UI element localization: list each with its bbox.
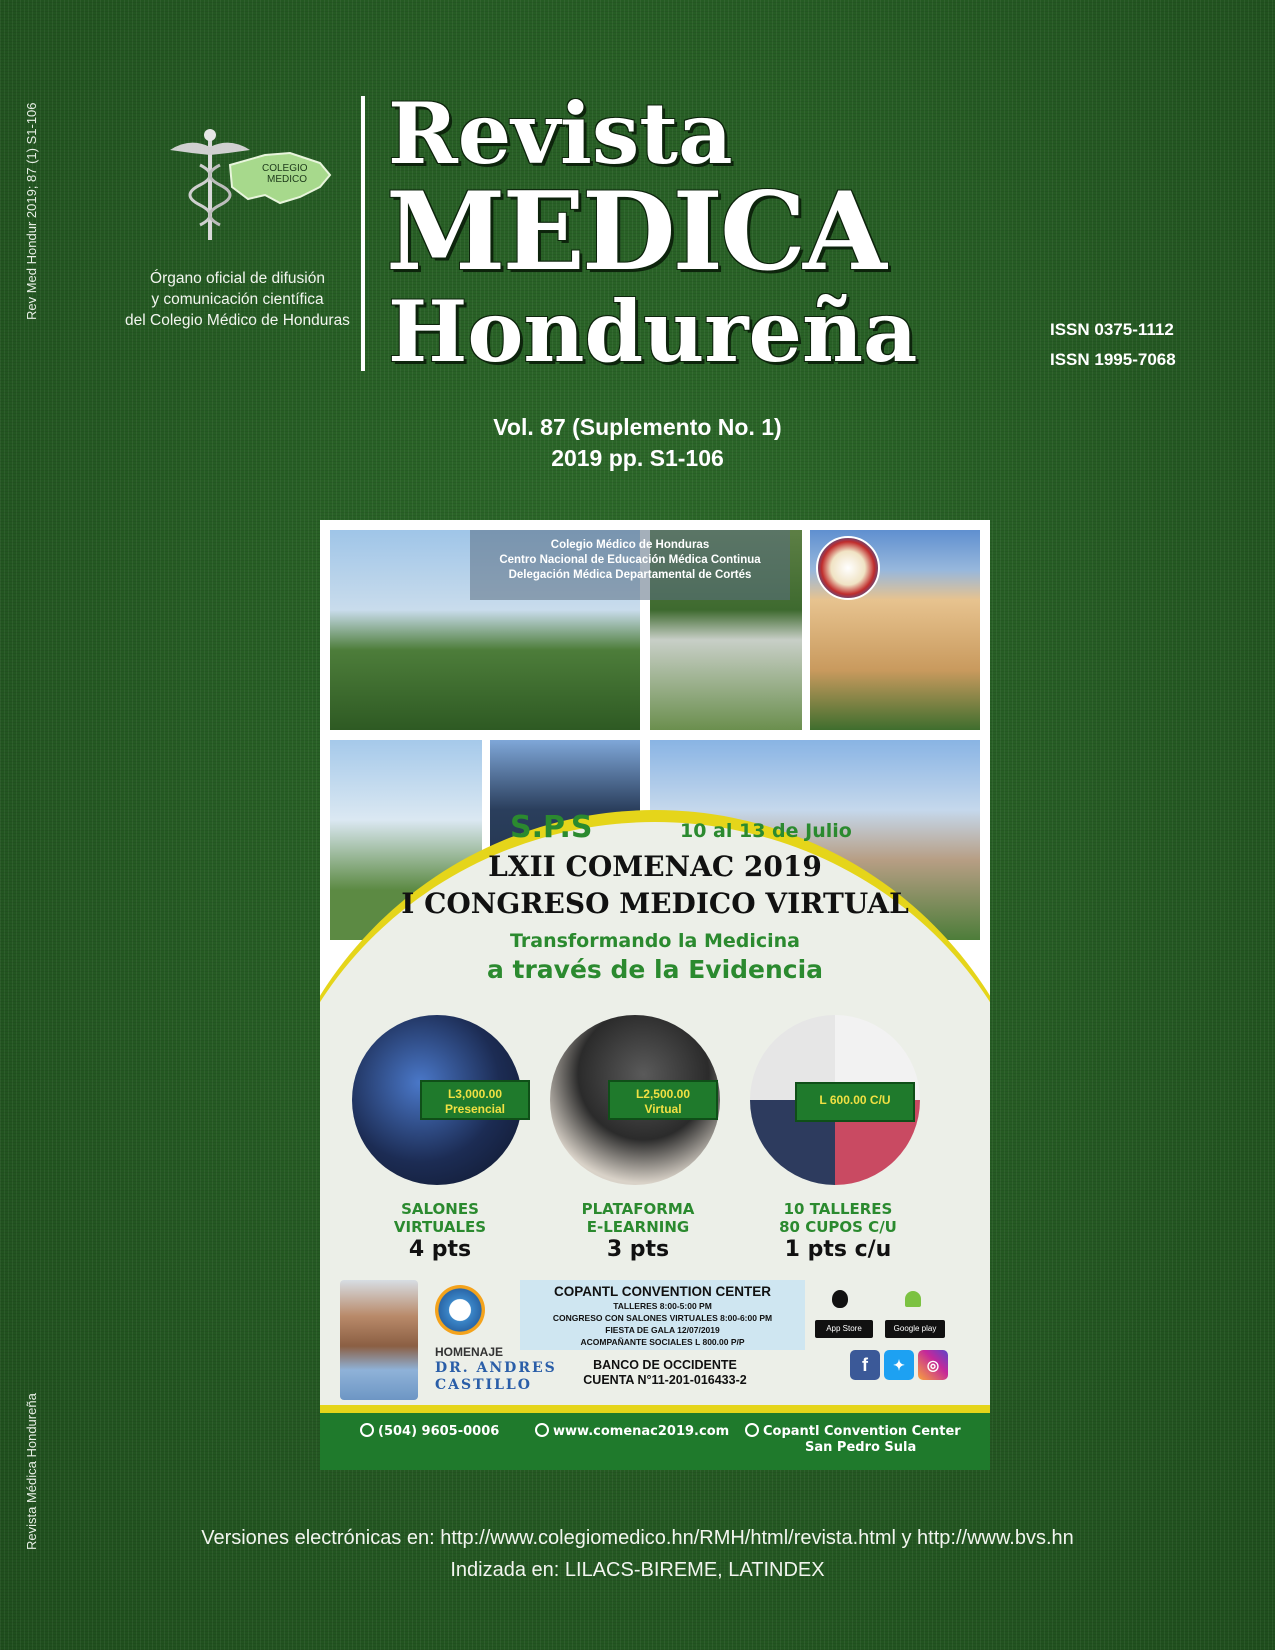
- price: L3,000.00: [447, 1087, 503, 1101]
- header-line: Centro Nacional de Educación Médica Continua: [499, 554, 761, 566]
- issn-print: ISSN 0375-1112: [1050, 320, 1174, 339]
- location-pin-icon: [745, 1423, 759, 1437]
- header-line: Colegio Médico de Honduras: [550, 539, 710, 551]
- masthead-hondurena: Hondureña: [388, 282, 918, 381]
- feature-points: 1 pts c/u: [784, 1237, 892, 1262]
- instagram-icon[interactable]: ◎: [918, 1350, 948, 1380]
- masthead-revista: Revista: [388, 84, 733, 183]
- location-venue: Copantl Convention Center: [763, 1424, 961, 1439]
- feature-workshops: [738, 1200, 938, 1264]
- app-store-badge[interactable]: App Store: [815, 1320, 873, 1338]
- tagline-line: del Colegio Médico de Honduras: [125, 312, 350, 329]
- tribute-label: HOMENAJE: [435, 1345, 504, 1359]
- caduceus-map-icon: [170, 125, 345, 255]
- feature-title: 80 CUPOS C/U: [779, 1218, 897, 1236]
- volume-info: [0, 412, 1275, 474]
- apple-icon: [832, 1290, 848, 1308]
- title-divider: [361, 96, 365, 371]
- bank-name: BANCO DE OCCIDENTE: [593, 1358, 737, 1372]
- colegio-medico-logo: [170, 125, 345, 255]
- twitter-icon[interactable]: ✦: [884, 1350, 914, 1380]
- venue-detail: TALLERES 8:00-5:00 PM: [613, 1301, 712, 1311]
- electronic-versions[interactable]: Versiones electrónicas en: http://www.colegiomedico.hn/RMH/html/revista.html y http://www.bvs.hn: [201, 1527, 1074, 1549]
- footer-stripe: [320, 1405, 990, 1413]
- feature-title: E-LEARNING: [586, 1218, 690, 1236]
- venue-box: [520, 1280, 805, 1350]
- feature-points: 4 pts: [408, 1237, 472, 1262]
- honoree-name: [435, 1360, 557, 1394]
- feature-title: PLATAFORMA: [581, 1200, 695, 1218]
- venue-detail: CONGRESO CON SALONES VIRTUALES 8:00-6:00 PM: [552, 1313, 773, 1323]
- google-play-badge[interactable]: Google play: [885, 1320, 945, 1338]
- phone-contact: [360, 1423, 499, 1439]
- poster-header-banner: [470, 530, 790, 600]
- masthead-medica: MEDICA: [386, 169, 884, 295]
- feature-title: SALONES: [401, 1200, 479, 1218]
- bank-account: CUENTA N°11-201-016433-2: [583, 1373, 747, 1387]
- spine-citation: Rev Med Hondur 2019; 87 (1) S1-106: [24, 102, 39, 320]
- pages-line: 2019 pp. S1-106: [551, 445, 724, 471]
- feature-points: 3 pts: [606, 1237, 670, 1262]
- bank-info: [550, 1358, 780, 1388]
- phone-number: (504) 9605-0006: [378, 1424, 500, 1439]
- congress-poster: [320, 520, 990, 1470]
- poster-footer: [320, 1413, 990, 1470]
- location-contact: [745, 1423, 961, 1456]
- event-dates: 10 al 13 de Julio: [680, 820, 852, 842]
- mode: Presencial: [444, 1102, 506, 1116]
- mode: Virtual: [644, 1102, 682, 1116]
- tagline: [115, 268, 360, 331]
- android-icon: [905, 1291, 921, 1307]
- event-title: LXII COMENAC 2019: [488, 850, 822, 883]
- venue-title: COPANTL CONVENTION CENTER: [553, 1284, 771, 1299]
- venue-detail: FIESTA DE GALA 12/07/2019: [605, 1325, 720, 1335]
- price-ribbon: [608, 1080, 718, 1120]
- logo-text-1: COLEGIO: [262, 163, 308, 174]
- tagline-line: y comunicación científica: [151, 291, 324, 308]
- price-ribbon: [795, 1082, 915, 1122]
- tagline-line: Órgano oficial de difusión: [150, 270, 325, 287]
- venue-detail: ACOMPAÑANTE SOCIALES L 800.00 P/P: [580, 1337, 745, 1347]
- phone-icon: [360, 1423, 374, 1437]
- indexing-info: Indizada en: LILACS-BIREME, LATINDEX: [450, 1559, 825, 1581]
- event-city: S.P.S: [510, 810, 593, 845]
- website-contact[interactable]: [535, 1423, 729, 1439]
- theme-line-1: Transformando la Medicina: [510, 930, 800, 952]
- website-url[interactable]: www.comenac2019.com: [553, 1424, 730, 1439]
- feature-virtual-rooms: [340, 1200, 540, 1264]
- honoree-name-line: DR. ANDRES: [435, 1360, 557, 1376]
- spine-journal-name: Revista Médica Hondureña: [24, 1393, 39, 1550]
- header-line: Delegación Médica Departamental de Cortés: [508, 569, 752, 581]
- facebook-icon[interactable]: f: [850, 1350, 880, 1380]
- price: L 600.00 C/U: [819, 1093, 891, 1107]
- gear-logo-icon: [435, 1285, 485, 1335]
- issn-online: ISSN 1995-7068: [1050, 350, 1176, 369]
- feature-elearning: [538, 1200, 738, 1264]
- volume-line: Vol. 87 (Suplemento No. 1): [493, 414, 782, 440]
- honoree-photo: [340, 1280, 418, 1400]
- globe-icon: [535, 1423, 549, 1437]
- feature-title: VIRTUALES: [393, 1218, 487, 1236]
- feature-title: 10 TALLERES: [783, 1200, 893, 1218]
- honoree-name-line: CASTILLO: [435, 1377, 532, 1393]
- location-city: San Pedro Sula: [805, 1440, 917, 1455]
- theme-line-2: a través de la Evidencia: [486, 955, 824, 984]
- issn-block: [1050, 315, 1176, 375]
- price: L2,500.00: [635, 1087, 691, 1101]
- logo-text-2: MEDICO: [267, 174, 307, 185]
- price-ribbon: [420, 1080, 530, 1120]
- education-seal-icon: [816, 536, 880, 600]
- congress-title: I CONGRESO MEDICO VIRTUAL: [401, 887, 909, 920]
